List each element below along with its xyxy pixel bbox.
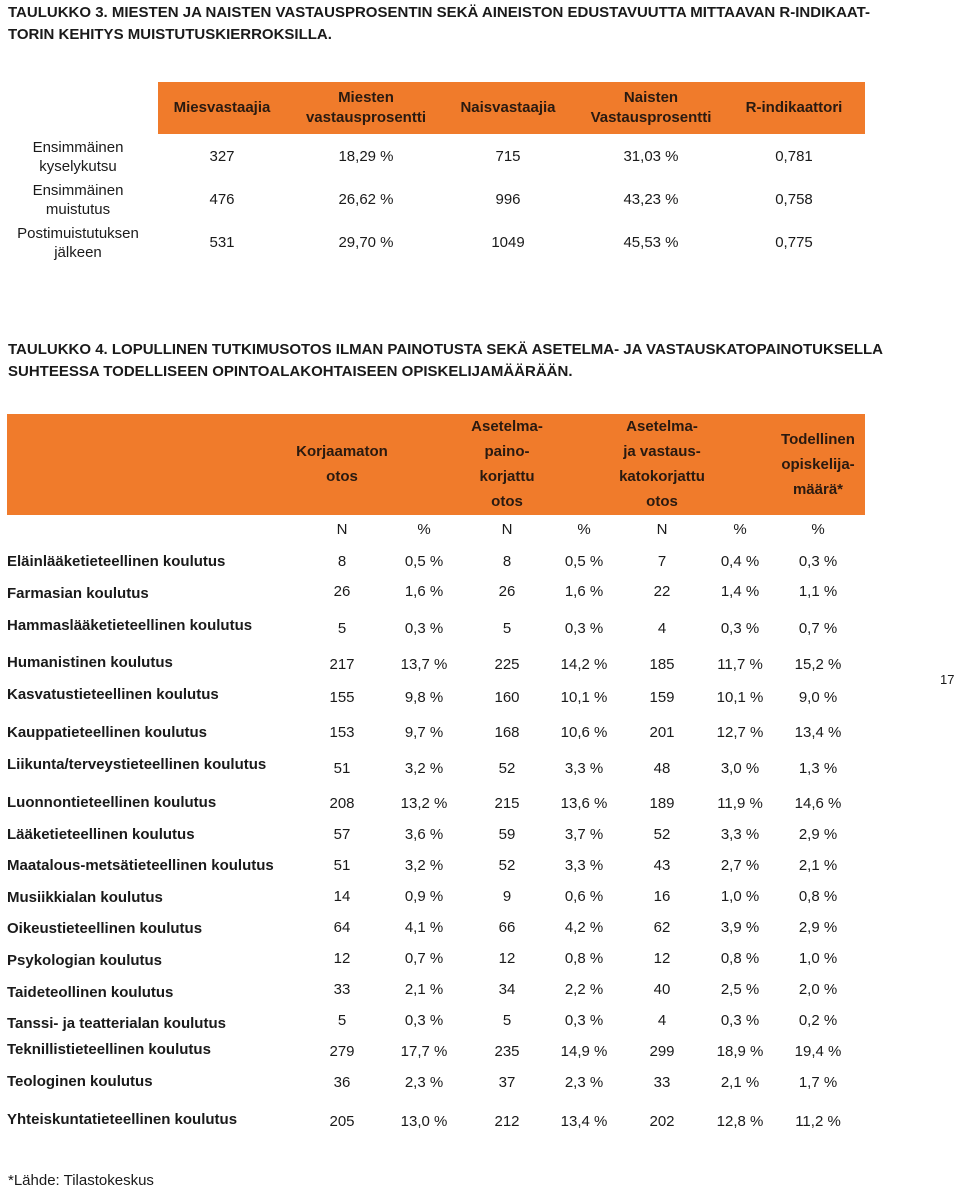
table4-cell: 51 <box>333 760 351 777</box>
table3-cell: 0,775 <box>775 234 813 251</box>
table4-cell: 212 <box>494 1113 520 1130</box>
table4-cell: 7 <box>657 553 667 570</box>
table4-cell: 3,3 % <box>720 826 760 843</box>
table4-cell: 299 <box>649 1043 675 1060</box>
table4-cell: 0,3 % <box>798 553 838 570</box>
table4-cell: 16 <box>653 888 671 905</box>
table4-cell: 0,8 % <box>564 950 604 967</box>
table3-cell: 996 <box>495 191 521 208</box>
table4-cell: 15,2 % <box>794 656 842 673</box>
table4-header-bar <box>7 414 865 515</box>
table4-cell: 202 <box>649 1113 675 1130</box>
table4-cell: 0,3 % <box>564 1012 604 1029</box>
table4-cell: 9,0 % <box>798 689 838 706</box>
table3-cell: 18,29 % <box>338 148 394 165</box>
table4-header-cell <box>592 414 732 514</box>
table4-subheader: N <box>501 521 513 538</box>
table4-cell: 59 <box>498 826 516 843</box>
table4-cell: 8 <box>502 553 512 570</box>
table4-cell: 2,1 % <box>720 1074 760 1091</box>
table4-cell: 51 <box>333 857 351 874</box>
table4-subheader: N <box>656 521 668 538</box>
table4-cell: 155 <box>329 689 355 706</box>
table3-row-label-line: muistutus <box>45 201 111 218</box>
table4-caption-line1: TAULUKKO 4. LOPULLINEN TUTKIMUSOTOS ILMAN PAINOTUSTA SEKÄ ASETELMA- JA VASTAUSKATOPAINOTUKSELLA <box>8 341 883 358</box>
table4-cell: 5 <box>502 620 512 637</box>
table4-cell: 0,5 % <box>404 553 444 570</box>
table4-header-line: opiskelija- <box>781 455 855 473</box>
table4-cell: 13,7 % <box>400 656 448 673</box>
table4-header-line: katokorjattu <box>619 468 705 485</box>
table3-cell: 715 <box>495 148 521 165</box>
table4-cell: 0,3 % <box>404 1012 444 1029</box>
table4-cell: 160 <box>494 689 520 706</box>
table3-header-cell <box>576 88 726 128</box>
table4-cell: 1,6 % <box>564 583 604 600</box>
table4-subheader: % <box>811 521 825 538</box>
table4-cell: 189 <box>649 795 675 812</box>
table4-cell: 1,3 % <box>798 760 838 777</box>
table4-cell: 48 <box>653 760 671 777</box>
table3-header-cell <box>719 98 869 118</box>
table4-caption-line2: SUHTEESSA TODELLISEEN OPINTOALAKOHTAISEEN OPISKELIJAMÄÄRÄÄN. <box>8 363 573 380</box>
table4-cell: 215 <box>494 795 520 812</box>
table4-cell: 0,3 % <box>564 620 604 637</box>
table4-cell: 2,2 % <box>564 981 604 998</box>
table4-cell: 4,1 % <box>404 919 444 936</box>
table3-header-line: R-indikaattori <box>745 99 843 116</box>
table4-row-label: Kauppatieteellinen koulutus <box>7 724 208 741</box>
table3-header-line: Naisvastaajia <box>460 99 556 116</box>
table4-cell: 2,9 % <box>798 826 838 843</box>
table4-cell: 5 <box>337 1012 347 1029</box>
table4-cell: 153 <box>329 724 355 741</box>
table4-cell: 205 <box>329 1113 355 1130</box>
table4-cell: 0,8 % <box>798 888 838 905</box>
table4-cell: 8 <box>337 553 347 570</box>
table4-row-label: Luonnontieteellinen koulutus <box>7 794 217 811</box>
table4-cell: 12 <box>333 950 351 967</box>
table4-cell: 14 <box>333 888 351 905</box>
table4-cell: 3,0 % <box>720 760 760 777</box>
table3-header-line: Miesvastaajia <box>173 99 271 116</box>
table4-cell: 11,7 % <box>717 656 763 673</box>
table4-cell: 208 <box>329 795 355 812</box>
table3-row-label <box>8 181 148 219</box>
table4-row-label: Hammaslääketieteellinen koulutus <box>7 617 253 634</box>
table3-cell: 327 <box>209 148 235 165</box>
table4-cell: 12,8 % <box>716 1113 764 1130</box>
table4-cell: 18,9 % <box>716 1043 764 1060</box>
table3-cell: 45,53 % <box>623 234 679 251</box>
table4-cell: 0,3 % <box>720 1012 760 1029</box>
table4-cell: 3,9 % <box>720 919 760 936</box>
table4-cell: 2,3 % <box>564 1074 604 1091</box>
table4-row-label: Yhteiskuntatieteellinen koulutus <box>7 1111 238 1128</box>
table3-header-line: Naisten <box>623 89 679 106</box>
table4-header-line: Asetelma- <box>471 418 543 435</box>
table4-cell: 13,6 % <box>560 795 608 812</box>
table3-caption <box>8 2 870 46</box>
table4-header-line: otos <box>491 493 523 510</box>
table4-cell: 1,1 % <box>798 583 838 600</box>
table4-row-label: Lääketieteellinen koulutus <box>7 826 195 843</box>
table4-cell: 52 <box>653 826 671 843</box>
table4-subheader: % <box>733 521 747 538</box>
table4-cell: 12 <box>498 950 516 967</box>
table4-cell: 26 <box>498 583 516 600</box>
table4-header-line: otos <box>646 493 678 510</box>
table4-cell: 13,0 % <box>400 1113 448 1130</box>
table4-cell: 5 <box>337 620 347 637</box>
table4-cell: 13,4 % <box>560 1113 608 1130</box>
table3-header-cell <box>433 98 583 118</box>
table4-cell: 43 <box>653 857 671 874</box>
table3-row-label-line: Postimuistutuksen <box>17 225 139 242</box>
table4-cell: 9 <box>502 888 512 905</box>
table4-header-line: korjattu <box>479 468 535 485</box>
table3-header-line: Miesten <box>338 89 394 106</box>
table4-subheader: N <box>336 521 348 538</box>
table4-cell: 11,2 % <box>795 1113 841 1130</box>
table3-row-label <box>8 224 148 262</box>
table4-cell: 62 <box>653 919 671 936</box>
table4-cell: 0,4 % <box>720 553 760 570</box>
table3-row-label-line: kyselykutsu <box>39 158 117 175</box>
table4-row-label: Oikeustieteellinen koulutus <box>7 920 203 937</box>
table4-cell: 5 <box>502 1012 512 1029</box>
table3-cell: 43,23 % <box>623 191 679 208</box>
table4-cell: 9,7 % <box>404 724 444 741</box>
table4-cell: 37 <box>498 1074 516 1091</box>
table4-cell: 217 <box>329 656 355 673</box>
table3-cell: 1049 <box>491 234 525 251</box>
table4-cell: 4 <box>657 1012 667 1029</box>
table4-cell: 19,4 % <box>794 1043 842 1060</box>
table4-cell: 66 <box>498 919 516 936</box>
table4-cell: 225 <box>494 656 520 673</box>
table4-row-label: Teologinen koulutus <box>7 1073 153 1090</box>
table4-cell: 1,0 % <box>798 950 838 967</box>
table4-cell: 17,7 % <box>400 1043 448 1060</box>
table4-cell: 0,5 % <box>564 553 604 570</box>
table4-cell: 279 <box>329 1043 355 1060</box>
table3-cell: 0,781 <box>775 148 813 165</box>
table4-cell: 1,7 % <box>798 1074 838 1091</box>
table4-cell: 10,6 % <box>560 724 608 741</box>
table4-cell: 3,2 % <box>404 760 444 777</box>
table4-subheader: % <box>577 521 591 538</box>
table3-row-label <box>8 138 148 176</box>
table4-header-cell <box>272 439 412 489</box>
table4-row-label: Humanistinen koulutus <box>7 654 173 671</box>
table4-cell: 4 <box>657 620 667 637</box>
table4-caption <box>8 339 883 383</box>
table3-header-line: Vastausprosentti <box>590 109 712 126</box>
table4-cell: 33 <box>653 1074 671 1091</box>
table3-cell: 531 <box>209 234 235 251</box>
table4-row-label: Musiikkialan koulutus <box>7 889 163 906</box>
table4-subheader: % <box>417 521 431 538</box>
table4-cell: 2,9 % <box>798 919 838 936</box>
table4-cell: 2,5 % <box>720 981 760 998</box>
table3-header-cell <box>147 98 297 118</box>
table4-cell: 2,0 % <box>798 981 838 998</box>
table4-cell: 22 <box>653 583 671 600</box>
table4-cell: 2,7 % <box>720 857 760 874</box>
table4-header-line: Asetelma- <box>626 418 698 435</box>
table4-cell: 2,1 % <box>404 981 444 998</box>
table4-cell: 64 <box>333 919 351 936</box>
table3-cell: 476 <box>209 191 235 208</box>
table4-cell: 2,1 % <box>798 857 838 874</box>
table4-cell: 0,9 % <box>404 888 444 905</box>
table4-row-label: Eläinlääketieteellinen koulutus <box>7 553 226 570</box>
table4-header-line: paino- <box>484 443 530 460</box>
table4-row-label: Tanssi- ja teatterialan koulutus <box>7 1015 226 1032</box>
table4-cell: 33 <box>333 981 351 998</box>
table3-caption-line2: TORIN KEHITYS MUISTUTUSKIERROKSILLA. <box>8 26 332 43</box>
table3-cell: 31,03 % <box>623 148 679 165</box>
table4-header-line: Todellinen <box>781 430 855 448</box>
table4-cell: 1,0 % <box>720 888 760 905</box>
table4-cell: 3,3 % <box>564 857 604 874</box>
table4-cell: 26 <box>333 583 351 600</box>
table4-cell: 0,2 % <box>798 1012 838 1029</box>
table4-header-line: ja vastaus- <box>623 443 701 460</box>
table4-cell: 3,7 % <box>564 826 604 843</box>
table4-cell: 201 <box>649 724 675 741</box>
page-number: 17 <box>940 672 955 687</box>
table4-cell: 12 <box>653 950 671 967</box>
table4-cell: 13,4 % <box>794 724 842 741</box>
table4-cell: 11,9 % <box>717 795 763 812</box>
table4-cell: 3,6 % <box>404 826 444 843</box>
table3-cell: 26,62 % <box>338 191 394 208</box>
table4-cell: 168 <box>494 724 520 741</box>
table4-cell: 52 <box>498 857 516 874</box>
table4-cell: 10,1 % <box>560 689 608 706</box>
table4-header-cell <box>748 427 888 502</box>
source-note: *Lähde: Tilastokeskus <box>8 1172 154 1189</box>
table4-cell: 14,2 % <box>560 656 608 673</box>
table4-cell: 0,8 % <box>720 950 760 967</box>
table4-cell: 34 <box>498 981 516 998</box>
table4-header-line: Korjaamaton <box>296 443 388 460</box>
table4-cell: 0,3 % <box>404 620 444 637</box>
table4-row-label: Teknillistieteellinen koulutus <box>7 1041 211 1058</box>
table4-cell: 0,7 % <box>798 620 838 637</box>
table4-row-label: Taideteollinen koulutus <box>7 984 174 1001</box>
table4-row-label: Psykologian koulutus <box>7 952 163 969</box>
table4-row-label: Kasvatustieteellinen koulutus <box>7 686 219 703</box>
table4-cell: 13,2 % <box>400 795 448 812</box>
table4-row-label: Liikunta/terveystieteellinen koulutus <box>7 756 267 773</box>
table4-header-line: otos <box>326 468 358 485</box>
table4-cell: 52 <box>498 760 516 777</box>
table4-cell: 4,2 % <box>564 919 604 936</box>
table4-header-line: määrä* <box>792 480 844 498</box>
table4-cell: 57 <box>333 826 351 843</box>
table4-cell: 14,6 % <box>794 795 842 812</box>
table4-cell: 2,3 % <box>404 1074 444 1091</box>
table4-cell: 12,7 % <box>716 724 764 741</box>
table4-cell: 185 <box>649 656 675 673</box>
table4-cell: 0,7 % <box>404 950 444 967</box>
table4-cell: 0,3 % <box>720 620 760 637</box>
table4-cell: 10,1 % <box>716 689 764 706</box>
table4-cell: 235 <box>494 1043 520 1060</box>
table3-cell: 0,758 <box>775 191 813 208</box>
table4-cell: 1,4 % <box>720 583 760 600</box>
table4-cell: 40 <box>653 981 671 998</box>
table4-cell: 1,6 % <box>404 583 444 600</box>
table4-row-label: Farmasian koulutus <box>7 585 149 602</box>
table4-cell: 0,6 % <box>564 888 604 905</box>
table3-header-line: vastausprosentti <box>305 109 427 126</box>
table4-cell: 36 <box>333 1074 351 1091</box>
table3-cell: 29,70 % <box>338 234 394 251</box>
table3-row-label-line: jälkeen <box>54 244 102 261</box>
table3-row-label-line: Ensimmäinen <box>32 139 124 156</box>
table4-cell: 9,8 % <box>404 689 444 706</box>
table4-cell: 159 <box>649 689 675 706</box>
table3-row-label-line: Ensimmäinen <box>32 182 124 199</box>
table4-header-cell <box>437 414 577 514</box>
table4-cell: 3,3 % <box>564 760 604 777</box>
table4-row-label: Maatalous-metsätieteellinen koulutus <box>7 857 274 874</box>
table4-cell: 3,2 % <box>404 857 444 874</box>
table3-caption-line1: TAULUKKO 3. MIESTEN JA NAISTEN VASTAUSPROSENTIN SEKÄ AINEISTON EDUSTAVUUTTA MITTAAVAN R-INDIKAAT- <box>8 4 870 21</box>
table3-header-cell <box>291 88 441 128</box>
table4-cell: 14,9 % <box>560 1043 608 1060</box>
